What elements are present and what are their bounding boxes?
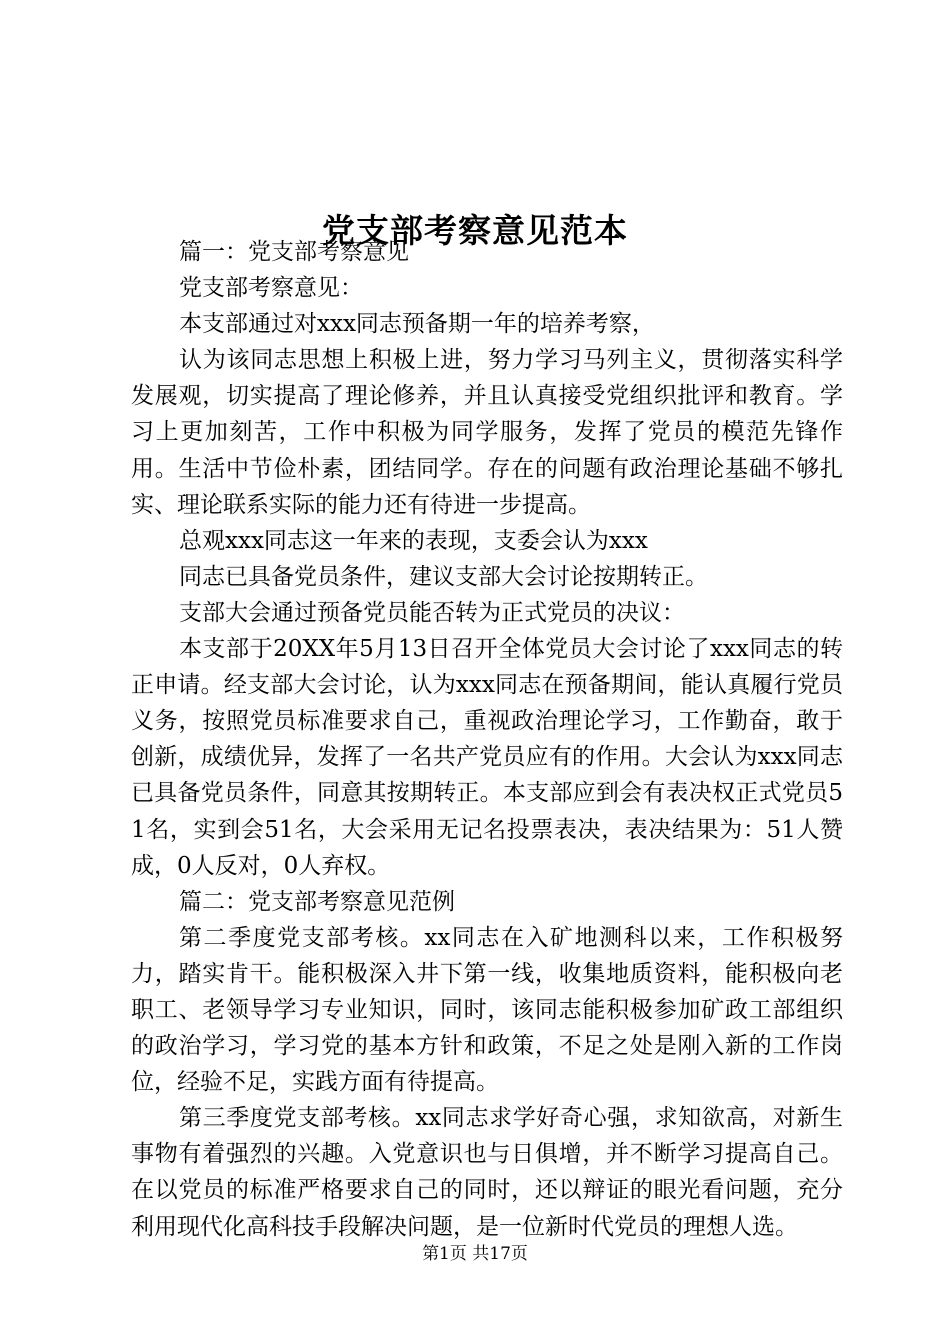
paragraph: 第三季度党支部考核。xx同志求学好奇心强，求知欲高，对新生事物有着强烈的兴趣。入党意识也与日俱增，并不断学习提高自己。在以党员的标准严格要求自己的同时，还以辩证的眼光看问题，充分利用现代化高科技手段解决问题，是一位新时代党员的理想人选。 (131, 1105, 843, 1240)
paragraph: 支部大会通过预备党员能否转为正式党员的决议： (179, 599, 685, 626)
document-body (131, 234, 843, 1245)
paragraph: 认为该同志思想上积极上进，努力学习马列主义，贯彻落实科学发展观，切实提高了理论修养，并且认真接受党组织批评和教育。学习上更加刻苦，工作中积极为同学服务，发挥了党员的模范先锋作用。生活中节俭朴素，团结同学。存在的问题有政治理论基础不够扎实、理论联系实际的能力还有待进一步提高。 (131, 347, 843, 518)
page-title: 党支部考察意见范本 (322, 211, 628, 251)
section-heading-2: 篇二：党支部考察意见范例 (179, 888, 455, 915)
page-footer: 第1页 共17页 (422, 1244, 528, 1264)
section-heading-1: 篇一：党支部考察意见 (179, 239, 409, 265)
paragraph: 本支部通过对xxx同志预备期一年的培养考察， (179, 311, 655, 338)
paragraph: 同志已具备党员条件，建议支部大会讨论按期转正。 (179, 563, 708, 590)
paragraph: 党支部考察意见： (179, 275, 363, 302)
paragraph: 总观xxx同志这一年来的表现，支委会认为xxx (179, 527, 648, 554)
paragraph: 本支部于20XX年5月13日召开全体党员大会讨论了xxx同志的转正申请。经支部大会讨论，认为xxx同志在预备期间，能认真履行党员义务，按照党员标准要求自己，重视政治理论学习，工作勤奋，敢于创新，成绩优异，发挥了一名共产党员应有的作用。大会认为xxx同志已具备党员条件，同意其按期转正。本支部应到会有表决权正式党员51名，实到会51名，大会采用无记名投票表决，表决结果为：51人赞成，0人反对，0人弃权。 (131, 636, 843, 879)
paragraph: 第二季度党支部考核。xx同志在入矿地测科以来，工作积极努力，踏实肯干。能积极深入井下第一线，收集地质资料，能积极向老职工、老领导学习专业知识，同时，该同志能积极参加矿政工部组织的政治学习，学习党的基本方针和政策，不足之处是刚入新的工作岗位，经验不足，实践方面有待提高。 (131, 924, 843, 1096)
